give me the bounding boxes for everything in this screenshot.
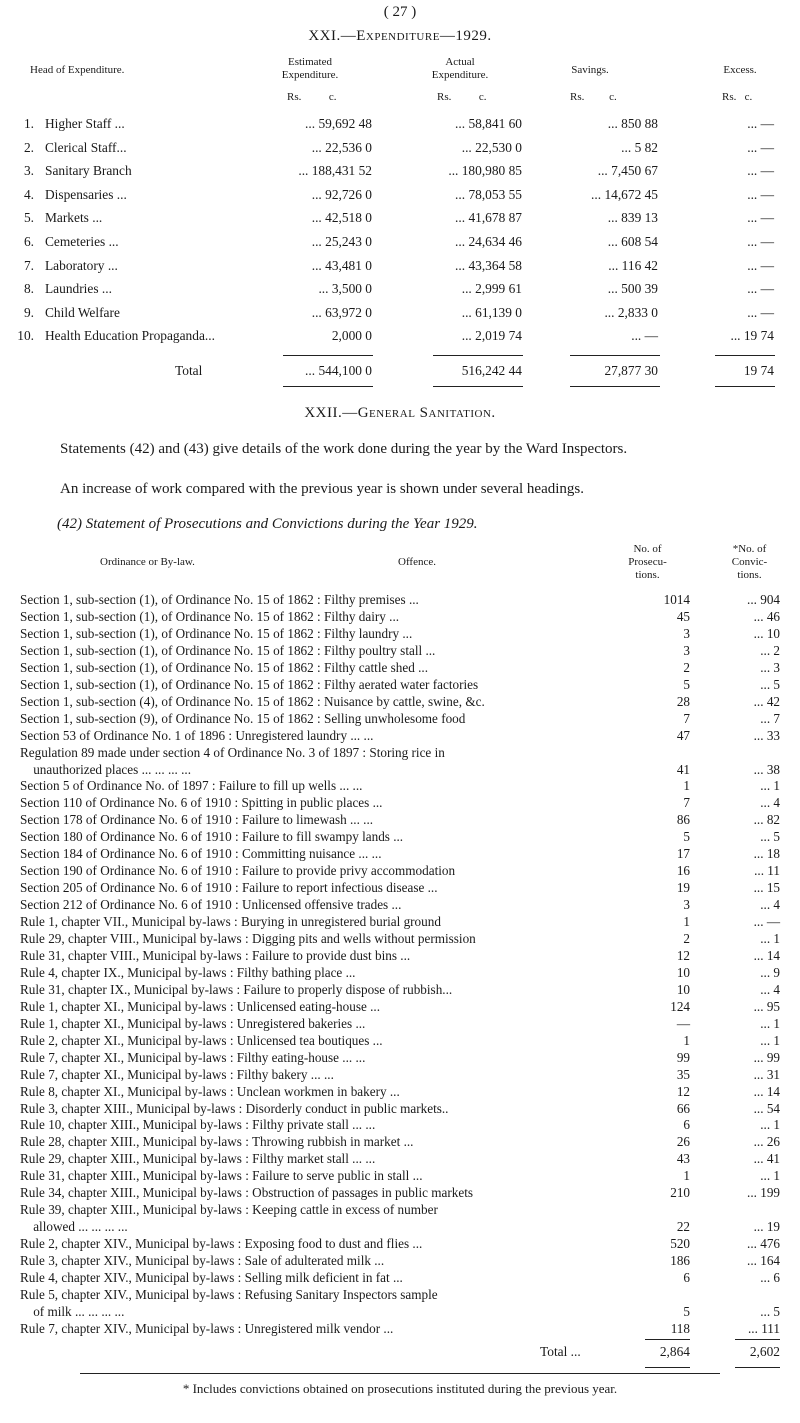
statement-row-convictions: ... 164 — [747, 1253, 780, 1268]
statement-row-text: Section 1, sub-section (1), of Ordinance No. 15 of 1862 : Filthy premises ... — [20, 592, 419, 607]
statement-row-text: unauthorized places ... ... ... ... — [20, 762, 192, 777]
row-savings: ... 608 54 — [607, 234, 658, 249]
row-excess: ... — — [747, 140, 774, 155]
statement-row-text: Section 184 of Ordinance No. 6 of 1910 : Committing nuisance ... ... — [20, 846, 382, 861]
statement-row-text: Rule 1, chapter VII., Municipal by-laws : Burying in unregistered burial ground — [20, 914, 441, 929]
header-excess: Excess. — [723, 64, 757, 76]
row-head: Laboratory ... — [45, 258, 118, 273]
header-estimated-1: Estimated — [288, 56, 332, 68]
row-excess: ... — — [747, 305, 774, 320]
statement-row-text: Section 1, sub-section (1), of Ordinance No. 15 of 1862 : Filthy dairy ... — [20, 609, 400, 624]
row-head: Higher Staff ... — [45, 116, 125, 131]
statement-row-text: Rule 4, chapter IX., Municipal by-laws : Filthy bathing place ... — [20, 965, 356, 980]
statement-row-prosecutions: 7 — [683, 711, 690, 726]
row-number: 5. — [23, 210, 34, 225]
statement-row-convictions: ... 38 — [753, 762, 780, 777]
statement-row-convictions: ... 6 — [760, 1270, 780, 1285]
row-savings: ... 7,450 67 — [597, 163, 658, 178]
statement-row-prosecutions: 5 — [683, 677, 690, 692]
row-head: Dispensaries ... — [45, 187, 127, 202]
rule-sav-top — [570, 355, 660, 356]
row-number: 1. — [23, 116, 34, 131]
statement-row-convictions: ... 4 — [760, 795, 780, 810]
row-head: Laundries ... — [45, 281, 112, 296]
statement-row-prosecutions: 86 — [676, 812, 690, 827]
page-number: ( 27 ) — [383, 4, 417, 20]
statement-row-text: Section 53 of Ordinance No. 1 of 1896 : Unregistered laundry ... ... — [20, 728, 374, 743]
statement-row-convictions: ... 82 — [753, 812, 780, 827]
statement-row-prosecutions: 6 — [683, 1270, 690, 1285]
units-estimated: Rs. c. — [287, 91, 337, 103]
statement-row-prosecutions: 124 — [670, 999, 690, 1014]
statement-42-title: (42) Statement of Prosecutions and Convictions during the Year 1929. — [57, 516, 478, 532]
rule-exc-top — [715, 355, 775, 356]
row-savings: ... 2,833 0 — [604, 305, 658, 320]
statement-row-text: Section 110 of Ordinance No. 6 of 1910 : Spitting in public places ... — [20, 795, 383, 810]
row-number: 4. — [23, 187, 34, 202]
statement-row-text: Rule 1, chapter XI., Municipal by-laws : Unregistered bakeries ... — [20, 1016, 366, 1031]
rule-act-bottom — [433, 386, 523, 387]
statement-row-text: Rule 2, chapter XIV., Municipal by-laws : Exposing food to dust and flies ... — [20, 1236, 423, 1251]
statement-row-convictions: ... 1 — [760, 1033, 780, 1048]
row-savings: ... — — [631, 328, 658, 343]
row-number: 3. — [23, 163, 34, 178]
statement-row-convictions: ... 4 — [760, 897, 780, 912]
row-estimated: 2,000 0 — [331, 328, 372, 343]
statement-row-convictions: ... 41 — [753, 1151, 780, 1166]
statement-row-prosecutions: 26 — [676, 1134, 690, 1149]
s42-total-convictions: 2,602 — [749, 1344, 780, 1359]
statement-row-prosecutions: 210 — [670, 1185, 690, 1200]
statement-row-convictions: ... 33 — [753, 728, 780, 743]
row-head: Markets ... — [45, 210, 103, 225]
row-estimated: ... 92,726 0 — [311, 187, 372, 202]
s42-total-label: Total ... — [540, 1344, 581, 1359]
row-number: 8. — [23, 281, 34, 296]
header-actual-1: Actual — [445, 56, 475, 68]
statement-row-prosecutions: 1 — [683, 778, 690, 793]
total-estimated: ... 544,100 0 — [305, 363, 372, 378]
statement-row-prosecutions: 1 — [683, 1033, 690, 1048]
row-excess: ... — — [747, 281, 774, 296]
statement-row-text: Rule 7, chapter XI., Municipal by-laws : Filthy bakery ... ... — [20, 1067, 334, 1082]
paragraph-2: An increase of work compared with the previous year is shown under several headings. — [60, 481, 585, 497]
statement-row-convictions: ... 99 — [753, 1050, 780, 1065]
row-number: 7. — [23, 258, 34, 273]
row-estimated: ... 59,692 48 — [305, 116, 372, 131]
statement-row-convictions: ... 1 — [760, 1016, 780, 1031]
statement-row-prosecutions: 43 — [676, 1151, 690, 1166]
statement-row-prosecutions: 1014 — [663, 592, 690, 607]
row-actual: ... 78,053 55 — [455, 187, 522, 202]
row-excess: ... — — [747, 163, 774, 178]
statement-row-prosecutions: 520 — [670, 1236, 690, 1251]
statement-row-convictions: ... 7 — [760, 711, 780, 726]
statement-row-prosecutions: 3 — [683, 643, 690, 658]
statement-row-prosecutions: 7 — [683, 795, 690, 810]
statement-row-prosecutions: 3 — [683, 897, 690, 912]
statement-row-text: Rule 8, chapter XI., Municipal by-laws : Unclean workmen in bakery ... — [20, 1084, 400, 1099]
statement-row-convictions: ... 5 — [760, 1304, 780, 1319]
statement-row-text: allowed ... ... ... ... — [20, 1219, 128, 1234]
statement-row-convictions: ... 31 — [753, 1067, 780, 1082]
row-savings: ... 839 13 — [607, 210, 658, 225]
units-savings: Rs. c. — [570, 91, 617, 103]
statement-row-text: Rule 29, chapter VIII., Municipal by-laws : Digging pits and wells without permission — [20, 931, 476, 946]
statement-row-text: Section 190 of Ordinance No. 6 of 1910 : Failure to provide privy accommodation — [20, 863, 456, 878]
row-head: Cemeteries ... — [45, 234, 119, 249]
statement-row-text: Rule 34, chapter XIII., Municipal by-laws : Obstruction of passages in public markets — [20, 1185, 474, 1200]
statement-row-text: Rule 5, chapter XIV., Municipal by-laws : Refusing Sanitary Inspectors sample — [20, 1287, 438, 1302]
statement-row-prosecutions: 66 — [676, 1101, 690, 1116]
row-actual: ... 180,980 85 — [448, 163, 522, 178]
statement-row-text: Rule 29, chapter XIII., Municipal by-laws : Filthy market stall ... ... — [20, 1151, 376, 1166]
header-ordinance: Ordinance or By-law. — [100, 556, 195, 568]
row-number: 2. — [23, 140, 34, 155]
statement-row-text: Section 1, sub-section (1), of Ordinance No. 15 of 1862 : Filthy aerated water factories — [20, 677, 479, 692]
statement-row-prosecutions: 12 — [676, 948, 690, 963]
statement-row-convictions: ... — — [753, 914, 780, 929]
statement-row-prosecutions: 12 — [676, 1084, 690, 1099]
row-actual: ... 24,634 46 — [455, 234, 522, 249]
row-savings: ... 500 39 — [607, 281, 658, 296]
row-actual: ... 43,364 58 — [455, 258, 522, 273]
statement-row-text: Section 212 of Ordinance No. 6 of 1910 : Unlicensed offensive trades ... — [20, 897, 402, 912]
statement-row-text: Regulation 89 made under section 4 of Ordinance No. 3 of 1897 : Storing rice in — [20, 745, 445, 760]
statement-row-text: Rule 31, chapter VIII., Municipal by-laws : Failure to provide dust bins ... — [20, 948, 411, 963]
header-prosecutions-1: No. of — [633, 543, 662, 555]
section-xxi-title: XXI.—Expenditure—1929. — [308, 28, 492, 44]
row-actual: ... 2,019 74 — [461, 328, 522, 343]
statement-row-prosecutions: 22 — [676, 1219, 690, 1234]
row-excess: ... — — [747, 187, 774, 202]
header-estimated-2: Expenditure. — [281, 69, 339, 81]
statement-row-convictions: ... 42 — [753, 694, 780, 709]
row-excess: ... — — [747, 234, 774, 249]
header-prosecutions-2: Prosecu- — [628, 556, 667, 568]
row-savings: ... 850 88 — [607, 116, 658, 131]
row-excess: ... 19 74 — [730, 328, 774, 343]
statement-row-convictions: ... 10 — [753, 626, 780, 641]
statement-row-convictions: ... 18 — [753, 846, 780, 861]
statement-row-convictions: ... 111 — [748, 1321, 780, 1336]
statement-row-prosecutions: 17 — [676, 846, 690, 861]
statement-row-convictions: ... 199 — [747, 1185, 780, 1200]
rule-est-top — [283, 355, 373, 356]
statement-row-prosecutions: 186 — [670, 1253, 690, 1268]
row-head: Sanitary Branch — [45, 163, 132, 178]
section-xxii-title: XXII.—General Sanitation. — [304, 405, 496, 421]
statement-row-convictions: ... 14 — [753, 948, 780, 963]
statement-row-text: of milk ... ... ... ... — [20, 1304, 125, 1319]
rule-pros-total-bottom — [645, 1367, 690, 1368]
statement-row-text: Section 205 of Ordinance No. 6 of 1910 : Failure to report infectious disease ... — [20, 880, 438, 895]
statement-row-prosecutions: 45 — [676, 609, 690, 624]
statement-row-prosecutions: 2 — [683, 660, 690, 675]
total-excess: 19 74 — [743, 363, 774, 378]
row-head: Health Education Propaganda... — [45, 328, 215, 343]
rule-exc-bottom — [715, 386, 775, 387]
statement-row-prosecutions: 99 — [676, 1050, 690, 1065]
statement-row-convictions: ... 15 — [753, 880, 780, 895]
statement-row-text: Rule 31, chapter IX., Municipal by-laws : Failure to properly dispose of rubbish... — [20, 982, 453, 997]
row-actual: ... 2,999 61 — [461, 281, 522, 296]
statement-row-prosecutions: 16 — [676, 863, 690, 878]
statement-row-text: Section 5 of Ordinance No. of 1897 : Failure to fill up wells ... ... — [20, 778, 363, 793]
row-number: 6. — [23, 234, 34, 249]
row-actual: ... 41,678 87 — [455, 210, 522, 225]
statement-row-convictions: ... 1 — [760, 1168, 780, 1183]
units-excess: Rs. c. — [722, 91, 753, 103]
units-actual: Rs. c. — [437, 91, 487, 103]
statement-row-convictions: ... 11 — [754, 863, 780, 878]
total-actual: 516,242 44 — [461, 363, 522, 378]
statement-row-prosecutions: 118 — [670, 1321, 690, 1336]
rule-act-top — [433, 355, 523, 356]
row-savings: ... 14,672 45 — [591, 187, 658, 202]
row-actual: ... 22,530 0 — [461, 140, 522, 155]
statement-row-text: Rule 3, chapter XIV., Municipal by-laws : Sale of adulterated milk ... — [20, 1253, 385, 1268]
row-head: Child Welfare — [45, 305, 120, 320]
row-excess: ... — — [747, 258, 774, 273]
paragraph-1: Statements (42) and (43) give details of the work done during the year by the Ward Inspectors. — [60, 441, 628, 457]
row-excess: ... — — [747, 116, 774, 131]
header-prosecutions-3: tions. — [635, 569, 660, 581]
row-estimated: ... 3,500 0 — [318, 281, 372, 296]
footnote: * Includes convictions obtained on prosecutions instituted during the previous year. — [182, 1381, 618, 1396]
header-convictions-1: *No. of — [732, 543, 767, 555]
row-estimated: ... 43,481 0 — [311, 258, 372, 273]
statement-row-prosecutions: 35 — [676, 1067, 690, 1082]
rule-conv-total-bottom — [735, 1367, 780, 1368]
statement-row-convictions: ... 1 — [760, 778, 780, 793]
statement-row-text: Rule 2, chapter XI., Municipal by-laws : Unlicensed tea boutiques ... — [20, 1033, 383, 1048]
total-label: Total — [175, 363, 203, 378]
row-savings: ... 116 42 — [608, 258, 658, 273]
rule-est-bottom — [283, 386, 373, 387]
statement-row-convictions: ... 904 — [747, 592, 780, 607]
statement-row-text: Rule 39, chapter XIII., Municipal by-laws : Keeping cattle in excess of number — [20, 1202, 438, 1217]
statement-row-convictions: ... 95 — [753, 999, 780, 1014]
statement-row-text: Rule 31, chapter XIII., Municipal by-laws : Failure to serve public in stall ... — [20, 1168, 423, 1183]
rule-sav-bottom — [570, 386, 660, 387]
statement-row-text: Section 1, sub-section (1), of Ordinance No. 15 of 1862 : Filthy poultry stall ... — [20, 643, 436, 658]
row-estimated: ... 22,536 0 — [311, 140, 372, 155]
statement-row-text: Section 180 of Ordinance No. 6 of 1910 : Failure to fill swampy lands ... — [20, 829, 404, 844]
statement-row-text: Section 1, sub-section (9), of Ordinance No. 15 of 1862 : Selling unwholesome food — [20, 711, 466, 726]
header-savings: Savings. — [571, 64, 609, 76]
header-actual-2: Expenditure. — [431, 69, 489, 81]
statement-row-convictions: ... 46 — [753, 609, 780, 624]
statement-row-convictions: ... 3 — [760, 660, 780, 675]
row-head: Clerical Staff... — [45, 140, 127, 155]
statement-row-prosecutions: 47 — [676, 728, 690, 743]
statement-row-prosecutions: 1 — [683, 1168, 690, 1183]
statement-row-text: Rule 7, chapter XIV., Municipal by-laws : Unregistered milk vendor ... — [20, 1321, 394, 1336]
statement-row-prosecutions: 5 — [683, 829, 690, 844]
statement-row-text: Section 1, sub-section (4), of Ordinance No. 15 of 1862 : Nuisance by cattle, swine, &c. — [20, 694, 485, 709]
footnote-rule — [80, 1373, 720, 1374]
row-savings: ... 5 82 — [621, 140, 658, 155]
statement-row-text: Rule 28, chapter XIII., Municipal by-laws : Throwing rubbish in market ... — [20, 1134, 414, 1149]
rule-conv-total — [735, 1339, 780, 1340]
statement-row-convictions: ... 4 — [760, 982, 780, 997]
statement-row-prosecutions: 5 — [683, 1304, 690, 1319]
statement-row-prosecutions: 1 — [683, 914, 690, 929]
statement-row-prosecutions: 3 — [683, 626, 690, 641]
statement-row-convictions: ... 26 — [753, 1134, 780, 1149]
s42-total-prosecutions: 2,864 — [659, 1344, 690, 1359]
statement-row-text: Rule 1, chapter XI., Municipal by-laws : Unlicensed eating-house ... — [20, 999, 380, 1014]
row-number: 9. — [23, 305, 34, 320]
row-estimated: ... 63,972 0 — [311, 305, 372, 320]
rule-pros-total — [645, 1339, 690, 1340]
statement-row-prosecutions: 6 — [683, 1117, 690, 1132]
statement-row-convictions: ... 1 — [760, 931, 780, 946]
header-head: Head of Expenditure. — [30, 64, 125, 76]
statement-row-convictions: ... 5 — [760, 677, 780, 692]
statement-row-convictions: ... 476 — [747, 1236, 780, 1251]
statement-row-prosecutions: 2 — [683, 931, 690, 946]
statement-row-convictions: ... 54 — [753, 1101, 780, 1116]
statement-row-prosecutions: 10 — [676, 965, 690, 980]
statement-row-convictions: ... 1 — [760, 1117, 780, 1132]
row-actual: ... 61,139 0 — [461, 305, 522, 320]
statement-row-convictions: ... 2 — [760, 643, 780, 658]
statement-row-convictions: ... 9 — [760, 965, 780, 980]
statement-row-text: Rule 3, chapter XIII., Municipal by-laws : Disorderly conduct in public markets.. — [20, 1101, 449, 1116]
statement-row-prosecutions: — — [676, 1016, 690, 1031]
header-offence: Offence. — [398, 556, 436, 568]
statement-row-convictions: ... 14 — [753, 1084, 780, 1099]
row-estimated: ... 188,431 52 — [298, 163, 372, 178]
statement-row-prosecutions: 19 — [676, 880, 690, 895]
row-estimated: ... 25,243 0 — [311, 234, 372, 249]
statement-row-convictions: ... 5 — [760, 829, 780, 844]
statement-row-text: Section 1, sub-section (1), of Ordinance No. 15 of 1862 : Filthy cattle shed ... — [20, 660, 429, 675]
row-excess: ... — — [747, 210, 774, 225]
row-actual: ... 58,841 60 — [455, 116, 522, 131]
row-number: 10. — [17, 328, 34, 343]
statement-row-prosecutions: 41 — [676, 762, 690, 777]
statement-row-text: Rule 10, chapter XIII., Municipal by-laws : Filthy private stall ... ... — [20, 1117, 376, 1132]
statement-row-text: Rule 4, chapter XIV., Municipal by-laws : Selling milk deficient in fat ... — [20, 1270, 403, 1285]
statement-row-prosecutions: 10 — [676, 982, 690, 997]
total-savings: 27,877 30 — [604, 363, 658, 378]
header-convictions-3: tions. — [737, 569, 762, 581]
row-estimated: ... 42,518 0 — [311, 210, 372, 225]
statement-row-text: Rule 7, chapter XI., Municipal by-laws : Filthy eating-house ... ... — [20, 1050, 366, 1065]
header-convictions-2: Convic- — [731, 556, 768, 568]
statement-row-text: Section 178 of Ordinance No. 6 of 1910 : Failure to limewash ... ... — [20, 812, 374, 827]
statement-row-prosecutions: 28 — [676, 694, 690, 709]
statement-row-convictions: ... 19 — [753, 1219, 780, 1234]
statement-row-text: Section 1, sub-section (1), of Ordinance No. 15 of 1862 : Filthy laundry ... — [20, 626, 413, 641]
